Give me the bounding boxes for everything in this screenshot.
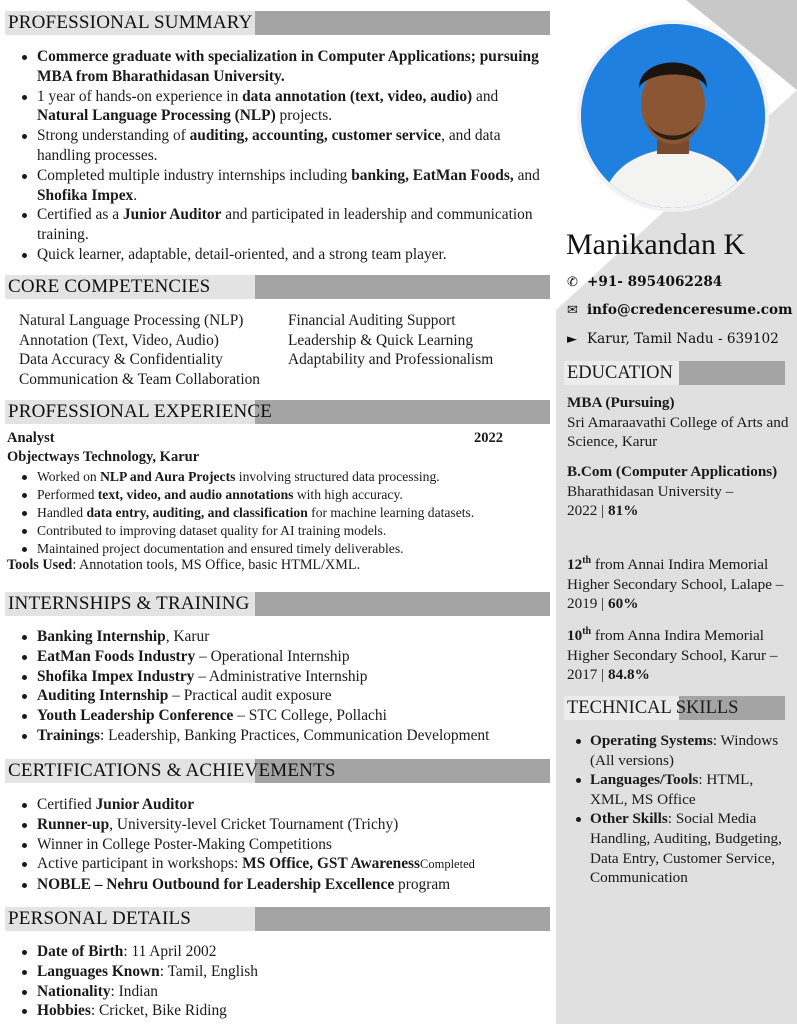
experience-item: Handled data entry, auditing, and classification for machine learning datasets. — [18, 504, 548, 522]
certification-item: NOBLE – Nehru Outbound for Leadership Excellence program — [18, 875, 548, 895]
section-heading-competencies: CORE COMPETENCIES — [5, 275, 550, 299]
internship-item: Shofika Impex Industry – Administrative Internship — [18, 667, 548, 687]
competency-item: Adaptability and Professionalism — [288, 351, 494, 368]
section-heading-personal: PERSONAL DETAILS — [5, 907, 550, 931]
candidate-name: Manikandan K — [566, 228, 746, 261]
summary-item: Commerce graduate with specialization in Computer Applications; pursuing MBA from Bharathidasan University. — [18, 47, 548, 87]
internships-list — [18, 627, 548, 746]
competency-item: Annotation (Text, Video, Audio) — [19, 331, 219, 349]
personal-detail-item: Date of Birth: 11 April 2002 — [18, 942, 548, 962]
experience-item: Worked on NLP and Aura Projects involving structured data processing. — [18, 468, 548, 486]
summary-item: Completed multiple industry internships including banking, EatMan Foods, and Shofika Impex. — [18, 166, 548, 206]
job-company: Objectways Technology, Karur — [7, 449, 200, 465]
internship-item: Trainings: Leadership, Banking Practices, Communication Development — [18, 726, 548, 746]
skill-item: Operating Systems: Windows (All versions) — [570, 731, 788, 770]
competency-item: Communication & Team Collaboration — [19, 370, 261, 388]
section-heading-certifications: CERTIFICATIONS & ACHIEVEMENTS — [5, 759, 550, 783]
contact-location: ► Karur, Tamil Nadu - 639102 — [567, 331, 779, 347]
section-heading-education: EDUCATION — [564, 361, 785, 385]
summary-item: Strong understanding of auditing, accounting, customer service, and data handling processes. — [18, 126, 548, 166]
tools-used: Tools Used: Annotation tools, MS Office, basic HTML/XML. — [7, 557, 361, 573]
education-10th: 10th from Anna Indira Memorial Higher Secondary School, Karur – 2017 | 84.8% — [567, 626, 778, 684]
internship-item: Auditing Internship – Practical audit exposure — [18, 686, 548, 706]
skill-item: Other Skills: Social Media Handling, Auditing, Budgeting, Data Entry, Customer Service, Communication — [570, 809, 788, 887]
education-bcom: B.Com (Computer Applications) Bharathidasan University – 2022 | 81% — [567, 463, 778, 520]
internship-item: Banking Internship, Karur — [18, 627, 548, 647]
phone-icon: ✆ — [567, 275, 578, 290]
internship-item: Youth Leadership Conference – STC College, Pollachi — [18, 706, 548, 726]
contact-email: ✉ info@credenceresume.com — [567, 302, 793, 318]
personal-detail-item: Nationality: Indian — [18, 982, 548, 1002]
certification-item: Winner in College Poster-Making Competitions — [18, 835, 548, 855]
certifications-list — [18, 795, 548, 895]
section-heading-skills: TECHNICAL SKILLS — [564, 696, 785, 720]
certification-item: Active participant in workshops: MS Office, GST AwarenessCompleted — [18, 854, 548, 875]
experience-item: Contributed to improving dataset quality for AI training models. — [18, 522, 548, 540]
summary-item: 1 year of hands-on experience in data annotation (text, video, audio) and Natural Language Processing (NLP) projects. — [18, 87, 548, 127]
competency-item: Natural Language Processing (NLP) — [19, 312, 244, 329]
skill-item: Languages/Tools: HTML, XML, MS Office — [570, 770, 788, 809]
profile-photo — [577, 20, 769, 212]
competency-item: Financial Auditing Support — [288, 312, 456, 329]
education-12th: 12th from Annai Indira Memorial Higher Secondary School, Lalape – 2019 | 60% — [567, 555, 784, 613]
job-year: 2022 — [474, 430, 503, 446]
experience-list — [18, 468, 548, 558]
email-icon: ✉ — [567, 303, 578, 318]
internship-item: EatMan Foods Industry – Operational Internship — [18, 647, 548, 667]
contact-phone: ✆ +91- 8954062284 — [567, 274, 723, 290]
personal-list — [18, 942, 548, 1021]
skills-list — [570, 731, 788, 888]
section-heading-experience: PROFESSIONAL EXPERIENCE — [5, 400, 550, 424]
certification-item: Runner-up, University-level Cricket Tournament (Trichy) — [18, 815, 548, 835]
personal-detail-item: Languages Known: Tamil, English — [18, 962, 548, 982]
job-role: Analyst — [7, 430, 55, 446]
summary-item: Certified as a Junior Auditor and participated in leadership and communication training. — [18, 205, 548, 245]
certification-item: Certified Junior Auditor — [18, 795, 548, 815]
experience-item: Performed text, video, and audio annotations with high accuracy. — [18, 486, 548, 504]
personal-detail-item: Hobbies: Cricket, Bike Riding — [18, 1001, 548, 1021]
summary-item: Quick learner, adaptable, detail-oriented, and a strong team player. — [18, 245, 548, 265]
location-icon: ► — [567, 332, 577, 347]
summary-list — [18, 47, 548, 265]
experience-item: Maintained project documentation and ensured timely deliverables. — [18, 540, 548, 558]
education-mba: MBA (Pursuing) Sri Amaraavathi College of Arts and Science, Karur — [567, 394, 789, 451]
section-heading-summary: PROFESSIONAL SUMMARY — [5, 11, 550, 35]
competency-item: Leadership & Quick Learning — [288, 331, 474, 349]
competency-item: Data Accuracy & Confidentiality — [19, 351, 223, 368]
section-heading-internships: INTERNSHIPS & TRAINING — [5, 592, 550, 616]
